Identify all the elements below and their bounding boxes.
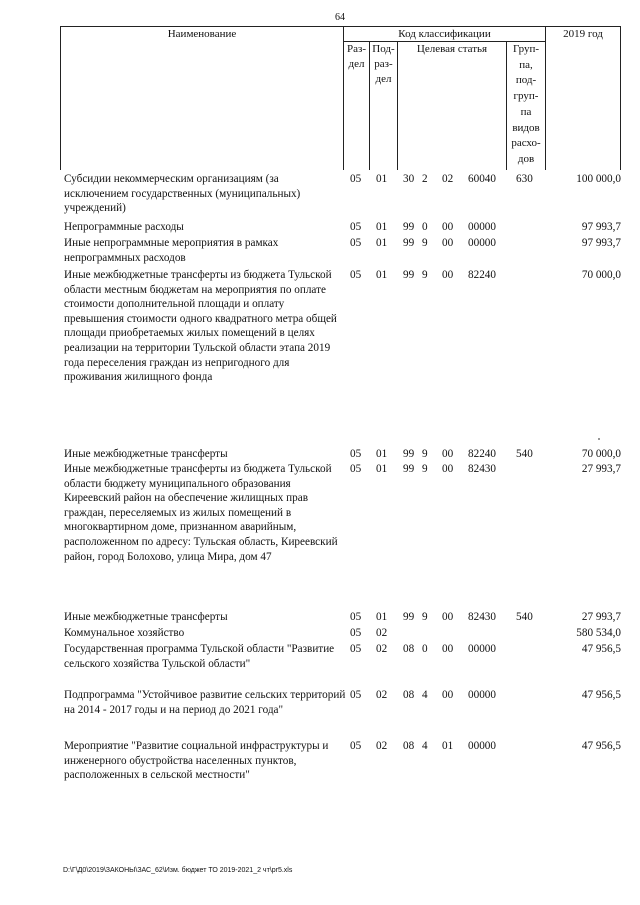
row-section: 05 [350,237,362,249]
row-direction: 00000 [468,740,496,752]
row-direction: 82430 [468,463,496,475]
row-program: 08 [403,740,415,752]
row-amount: 70 000,0 [581,448,621,460]
row-name: Подпрограмма "Устойчивое развитие сельских территорий на 2014 - 2017 годы и на период до 2021 года" [64,689,346,716]
row-section: 05 [350,740,362,752]
row-direction: 82240 [468,269,496,281]
row-subsection: 01 [376,269,388,281]
row-direction: 60040 [468,173,496,185]
row-expense-type: 540 [516,611,533,623]
row-section: 05 [350,689,362,701]
row-amount: 97 993,7 [581,237,621,249]
row-section: 05 [350,643,362,655]
row-name: Государственная программа Тульской области "Развитие сельского хозяйства Тульской области" [64,643,335,670]
row-subsection: 01 [376,237,388,249]
row-section: 05 [350,221,362,233]
row-subsection: 02 [376,689,388,701]
header-year: 2019 год [563,28,603,40]
row-event: 01 [442,740,454,752]
header-classification: Код классификации [398,28,491,40]
row-subsection: 01 [376,448,388,460]
row-expense-type: 630 [516,173,533,185]
row-event: 00 [442,221,454,233]
header-section: Раз- дел [346,43,366,70]
row-name: Коммунальное хозяйство [64,627,185,639]
row-section: 05 [350,627,362,639]
row-subprogram: 0 [422,221,428,233]
row-program: 08 [403,689,415,701]
row-subprogram: 4 [422,689,428,701]
row-subprogram: 9 [422,448,428,460]
row-amount: 27 993,7 [581,463,621,475]
row-amount: 47 956,5 [581,643,621,655]
row-section: 05 [350,448,362,460]
row-event: 00 [442,611,454,623]
row-event: 00 [442,269,454,281]
header-expense-group: Груп- па, под- груп- па видов расхо- дов [511,43,541,165]
table-header [60,26,621,170]
row-amount: 27 993,7 [581,611,621,623]
row-amount: 70 000,0 [581,269,621,281]
row-direction: 00000 [468,237,496,249]
row-direction: 82430 [468,611,496,623]
row-amount: 100 000,0 [576,173,621,185]
row-name: Иные межбюджетные трансферты [64,611,228,623]
scan-speck [598,438,600,440]
row-name: Иные межбюджетные трансферты из бюджета Тульской области бюджету муниципального образования Киреевский район на обеспечение жилищных прав граждан, переселяемых из жилых помещений в многоквартирном доме, признанном аварийным, расположенном по адресу: Тульская область, Киреевский район, город Болохово, улица Мира, дом 47 [64,463,338,563]
row-subsection: 02 [376,627,388,639]
row-name: Непрограммные расходы [64,221,184,233]
row-program: 99 [403,448,415,460]
row-subprogram: 9 [422,463,428,475]
row-direction: 00000 [468,689,496,701]
row-name: Мероприятие "Развитие социальной инфраструктуры и инженерного обустройства населенных пунктов, расположенных в сельской местности" [64,740,329,782]
row-program: 99 [403,269,415,281]
row-subprogram: 9 [422,237,428,249]
row-subprogram: 0 [422,643,428,655]
row-subsection: 02 [376,740,388,752]
row-section: 05 [350,611,362,623]
row-subsection: 01 [376,221,388,233]
row-subsection: 01 [376,463,388,475]
row-program: 99 [403,463,415,475]
row-amount: 580 534,0 [576,627,621,639]
row-expense-type: 540 [516,448,533,460]
row-program: 30 [403,173,415,185]
row-subprogram: 4 [422,740,428,752]
row-event: 00 [442,463,454,475]
row-program: 08 [403,643,415,655]
header-subsection: Под- раз- дел [372,43,395,85]
row-event: 00 [442,448,454,460]
row-subsection: 01 [376,611,388,623]
row-name: Иные межбюджетные трансферты из бюджета Тульской области местным бюджетам на мероприятия по оплате стоимости дополнительной площади и оплату превышения стоимости одного квадратного метра общей площади приобретаемых жилых помещений в целях реализации на территории Тульской области этапа 2019 года переселения граждан из непригодного для проживания жилищного фонда [64,269,337,384]
row-amount: 97 993,7 [581,221,621,233]
header-target-item: Целевая статья [416,43,488,55]
row-subsection: 02 [376,643,388,655]
row-direction: 00000 [468,643,496,655]
row-event: 00 [442,689,454,701]
row-name: Иные межбюджетные трансферты [64,448,228,460]
row-name: Субсидии некоммерческим организациям (за исключением государственных (муниципальных) учреждений) [64,173,301,215]
row-direction: 82240 [468,448,496,460]
row-event: 02 [442,173,454,185]
row-section: 05 [350,269,362,281]
row-event: 00 [442,237,454,249]
row-section: 05 [350,463,362,475]
row-program: 99 [403,237,415,249]
row-amount: 47 956,5 [581,740,621,752]
row-name: Иные непрограммные мероприятия в рамках непрограммных расходов [64,237,279,264]
row-subprogram: 2 [422,173,428,185]
row-direction: 00000 [468,221,496,233]
row-amount: 47 956,5 [581,689,621,701]
file-path-footer: D:\Г\Д0\2019\ЗАКОНЫ\ЗАС_62\Изм. бюджет ТО 2019-2021_2 чт\pr5.xls [63,867,293,874]
row-program: 99 [403,221,415,233]
row-subprogram: 9 [422,269,428,281]
page-number: 64 [335,12,345,23]
row-program: 99 [403,611,415,623]
row-subsection: 01 [376,173,388,185]
row-event: 00 [442,643,454,655]
header-name: Наименование [167,28,237,40]
row-section: 05 [350,173,362,185]
row-subprogram: 9 [422,611,428,623]
